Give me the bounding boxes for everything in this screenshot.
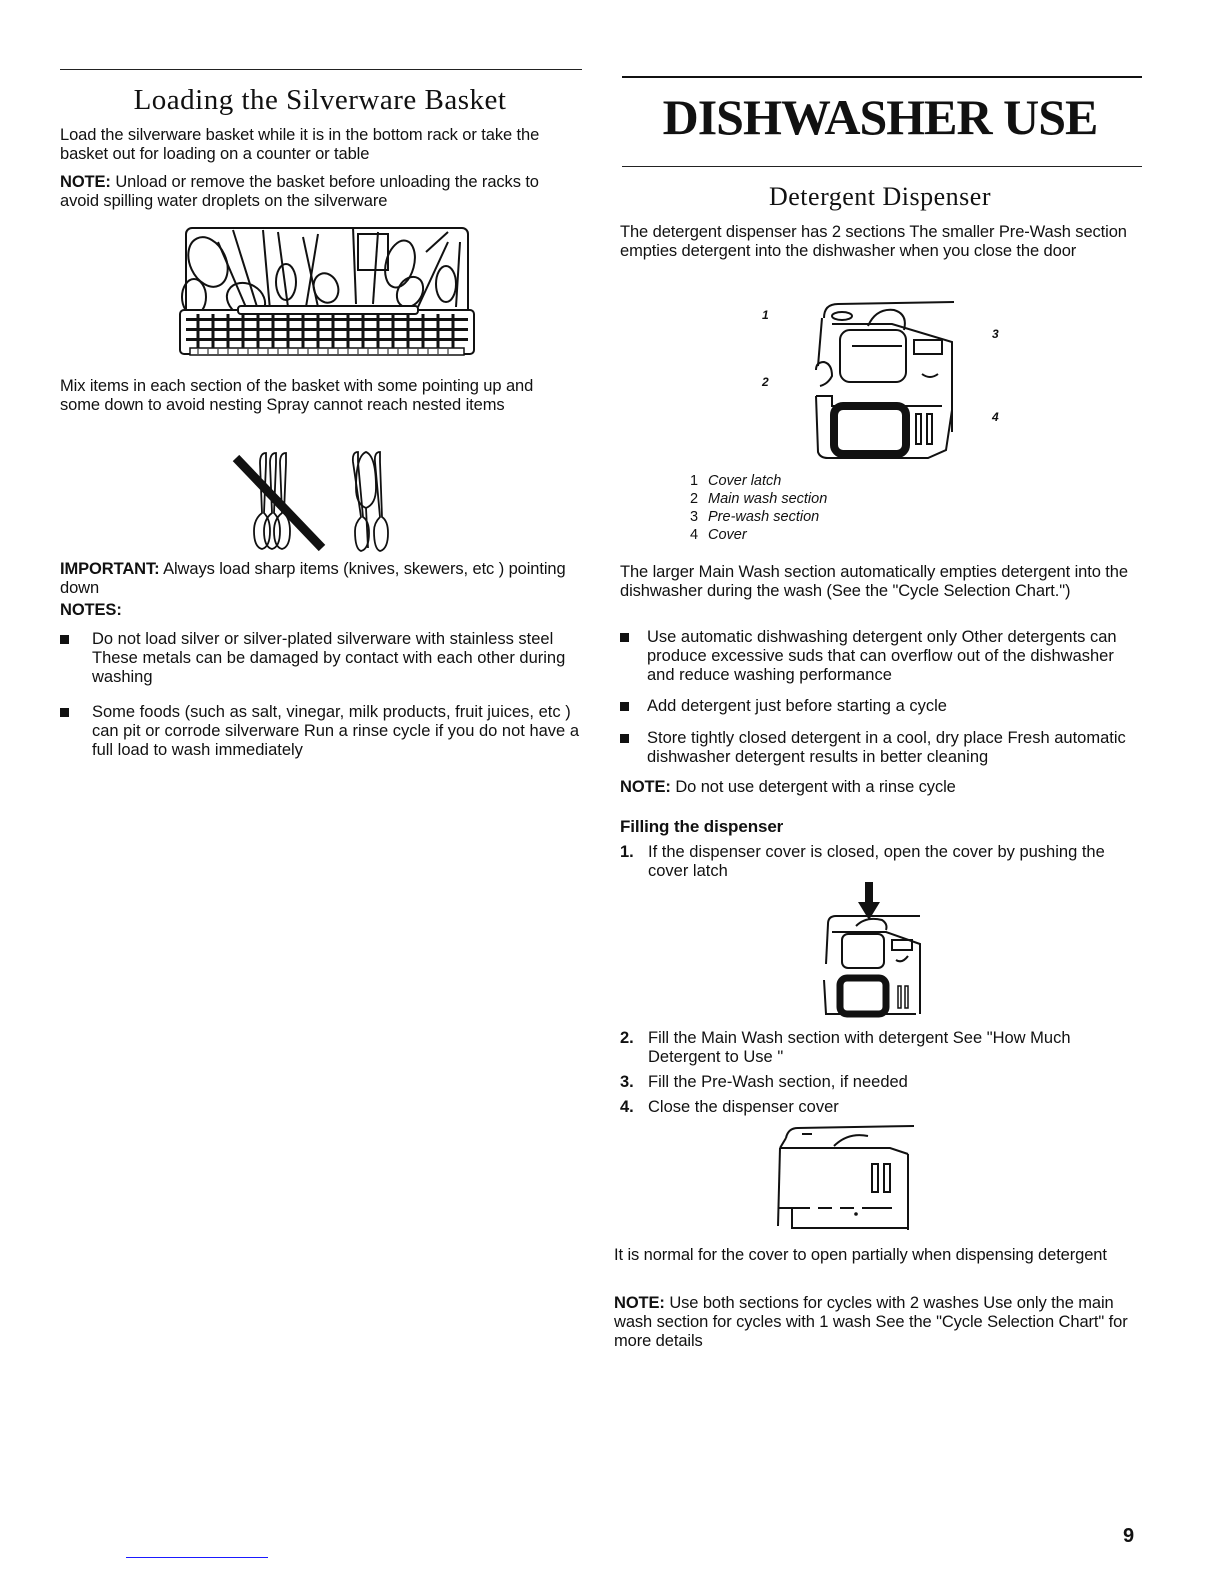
step-number: 3. (620, 1073, 634, 1091)
step-text: If the dispenser cover is closed, open the cover by pushing the cover latch (648, 843, 1105, 880)
silverware-basket-illustration (178, 222, 476, 358)
dispenser-intro: The detergent dispenser has 2 sections The smaller Pre-Wash section empties detergent into the dishwasher when you close the door (620, 223, 1127, 260)
note-label: NOTE: (614, 1294, 665, 1312)
washes-note (614, 1294, 1140, 1351)
bullet-square-icon (60, 708, 69, 717)
nested-vs-mixed-spoons-illustration (228, 448, 398, 552)
callout-3: 3 (992, 327, 999, 341)
step-text: Fill the Main Wash section with detergent See "How Much Detergent to Use " (648, 1029, 1071, 1066)
section-heading-detergent: Detergent Dispenser (768, 182, 991, 211)
bullet-text: Store tightly closed detergent in a cool, dry place Fresh automatic dishwasher detergent results in better cleaning (647, 729, 1126, 766)
legend-item: 1 Cover latch (690, 473, 782, 489)
page-number: 9 (1123, 1525, 1135, 1547)
bullet-text: Add detergent just before starting a cycle (647, 697, 947, 715)
important-text (60, 560, 570, 598)
main-wash-text: The larger Main Wash section automatically empties detergent into the dishwasher during the wash (See the "Cycle Selection Chart.") (620, 563, 1128, 600)
page-header-title: DISHWASHER USE (662, 89, 1098, 145)
footer-link-line[interactable] (126, 1557, 268, 1558)
partial-open-text: It is normal for the cover to open partially when dispensing detergent (614, 1246, 1107, 1264)
closed-dispenser-cover-illustration (772, 1124, 916, 1232)
notes-label: NOTES: (60, 601, 122, 619)
detergent-bullet-item (620, 729, 1140, 769)
important-label: IMPORTANT: (60, 560, 160, 578)
legend-item: 2 Main wash section (690, 491, 828, 507)
step-number: 1. (620, 843, 634, 861)
note-text: Unload or remove the basket before unloading the racks to avoid spilling water droplets on the silverware (60, 173, 539, 210)
dispenser-parts-legend (690, 472, 827, 544)
header-bottom-rule (622, 166, 1142, 167)
filling-step (620, 843, 1140, 883)
legend-item: 4 Cover (690, 527, 747, 543)
notes-list-item (60, 703, 584, 763)
step-text: Fill the Pre-Wash section, if needed (648, 1073, 908, 1091)
rinse-note (620, 778, 1135, 797)
filling-step (620, 1073, 1140, 1093)
filling-heading: Filling the dispenser (620, 817, 784, 836)
section-heading-silverware: Loading the Silverware Basket (133, 84, 507, 116)
filling-step (620, 1098, 1140, 1118)
callout-1: 1 (762, 308, 769, 322)
detergent-dispenser-diagram (812, 296, 962, 458)
step-number: 2. (620, 1029, 634, 1047)
notes-item-text: Do not load silver or silver-plated silverware with stainless steel These metals can be damaged by contact with each other during washing (92, 630, 566, 686)
bullet-square-icon (620, 702, 629, 711)
important-body: Always load sharp items (knives, skewers, etc ) pointing down (60, 560, 566, 597)
notes-list-item (60, 630, 570, 690)
note-text: Do not use detergent with a rinse cycle (670, 778, 956, 796)
bullet-text: Use automatic dishwashing detergent only Other detergents can produce excessive suds that can overflow out of the dishwasher and reduce washing performance (647, 628, 1117, 684)
detergent-bullet-item (620, 628, 1140, 688)
bullet-square-icon (620, 734, 629, 743)
legend-item: 3 Pre-wash section (690, 509, 820, 525)
push-cover-latch-illustration (820, 880, 924, 1016)
bullet-square-icon (620, 633, 629, 642)
callout-4: 4 (992, 410, 999, 424)
step-text: Close the dispenser cover (648, 1098, 839, 1116)
left-top-rule (60, 69, 582, 70)
callout-2: 2 (762, 375, 769, 389)
step-number: 4. (620, 1098, 634, 1116)
header-top-rule (622, 76, 1142, 78)
silverware-intro: Load the silverware basket while it is in the bottom rack or take the basket out for loading on a counter or table (60, 126, 540, 163)
notes-item-text: Some foods (such as salt, vinegar, milk products, fruit juices, etc ) can pit or corrode silverware Run a rinse cycle if you do not have a full load to wash immediately (92, 703, 579, 759)
bullet-square-icon (60, 635, 69, 644)
silverware-note (60, 173, 580, 211)
detergent-bullet-item (620, 697, 1140, 717)
note-label: NOTE: (60, 173, 111, 191)
note-text: Use both sections for cycles with 2 washes Use only the main wash section for cycles with 1 wash See the "Cycle Selection Chart" for more details (614, 1294, 1128, 1350)
note-label: NOTE: (620, 778, 671, 796)
filling-step (620, 1029, 1140, 1069)
mix-items-text: Mix items in each section of the basket with some pointing up and some down to avoid nesting Spray cannot reach nested items (60, 377, 534, 414)
